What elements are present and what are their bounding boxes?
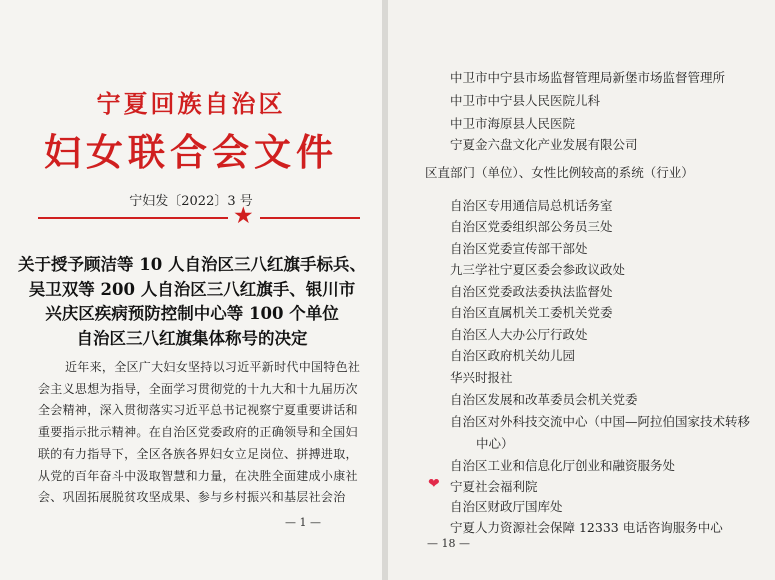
red-rule-left — [38, 217, 228, 219]
list-item: 自治区党委宣传部干部处 — [450, 241, 588, 256]
list-item: 自治区直属机关工委机关党委 — [450, 305, 613, 320]
list-item: 华兴时报社 — [450, 370, 513, 385]
body-line: 联的有力指导下，全区各族各界妇女立足岗位、拼搏进取， — [38, 446, 358, 461]
title-line: 自治区三八红旗集体称号的决定 — [76, 328, 308, 348]
document-title — [14, 253, 370, 351]
list-item: 宁夏人力资源社会保障 12333 电话咨询服务中心 — [450, 520, 723, 535]
title-line: 吴卫双等 200 人自治区三八红旗手、银川市 — [28, 279, 356, 299]
body-line: 近年来，全区广大妇女坚持以习近平新时代中国特色社 — [65, 360, 361, 374]
list-item: 宁夏金六盘文化产业发展有限公司 — [450, 137, 638, 152]
body-line: 会主义思想为指导，全面学习贯彻党的十九大和十九届历次 — [38, 381, 358, 396]
section-heading: 区直部门（单位）、女性比例较高的系统（行业） — [425, 165, 694, 180]
red-rule-right — [260, 217, 360, 219]
body-line: 会、巩固拓展脱贫攻坚成果、参与乡村振兴和基层社会治 — [38, 490, 346, 505]
left-page — [0, 0, 382, 580]
issuer-subtitle: 妇女联合会文件 — [44, 130, 338, 174]
body-line: 全会精神，深入贯彻落实习近平总书记视察宁夏重要讲话和 — [38, 403, 358, 418]
document-number: 宁妇发〔2022〕3 号 — [129, 194, 253, 209]
list-item: 中卫市海原县人民医院 — [450, 116, 576, 131]
list-item: 自治区工业和信息化厅创业和融资服务处 — [450, 458, 676, 473]
title-line: 关于授予顾洁等 10 人自治区三八红旗手标兵、 — [18, 255, 366, 274]
body-line: 从党的百年奋斗中汲取智慧和力量，在决胜全面建成小康社 — [38, 468, 358, 483]
issuer-name: 宁夏回族自治区 — [96, 89, 286, 118]
list-item-continuation: 中心） — [476, 436, 514, 451]
heart-icon: ❤ — [428, 476, 440, 492]
list-item: 九三学社宁夏区委会参政议政处 — [450, 262, 626, 277]
page-number: — 1 — — [285, 516, 321, 529]
body-paragraph — [38, 357, 373, 509]
list-item: 自治区专用通信局总机话务室 — [450, 198, 613, 213]
list-item: 中卫市中宁县市场监督管理局新堡市场监督管理所 — [450, 70, 726, 85]
list-item: 自治区财政厅国库处 — [450, 499, 563, 514]
list-item: 自治区党委组织部公务员三处 — [450, 219, 613, 234]
page-number: — 18 — — [427, 537, 470, 550]
list-item: 自治区党委政法委执法监督处 — [450, 284, 613, 299]
list-item: 宁夏社会福利院 — [450, 479, 538, 494]
list-item: 自治区发展和改革委员会机关党委 — [450, 392, 638, 407]
list-item: 中卫市中宁县人民医院儿科 — [450, 93, 601, 108]
list-item: 自治区政府机关幼儿园 — [450, 348, 576, 363]
body-line: 重要指示批示精神。在自治区党委政府的正确领导和全国妇 — [38, 425, 358, 440]
list-item: 自治区对外科技交流中心（中国—阿拉伯国家技术转移 — [450, 414, 751, 429]
star-icon: ★ — [233, 203, 254, 229]
title-line: 兴庆区疾病预防控制中心等 100 个单位 — [45, 304, 339, 323]
list-item: 自治区人大办公厅行政处 — [450, 327, 588, 342]
